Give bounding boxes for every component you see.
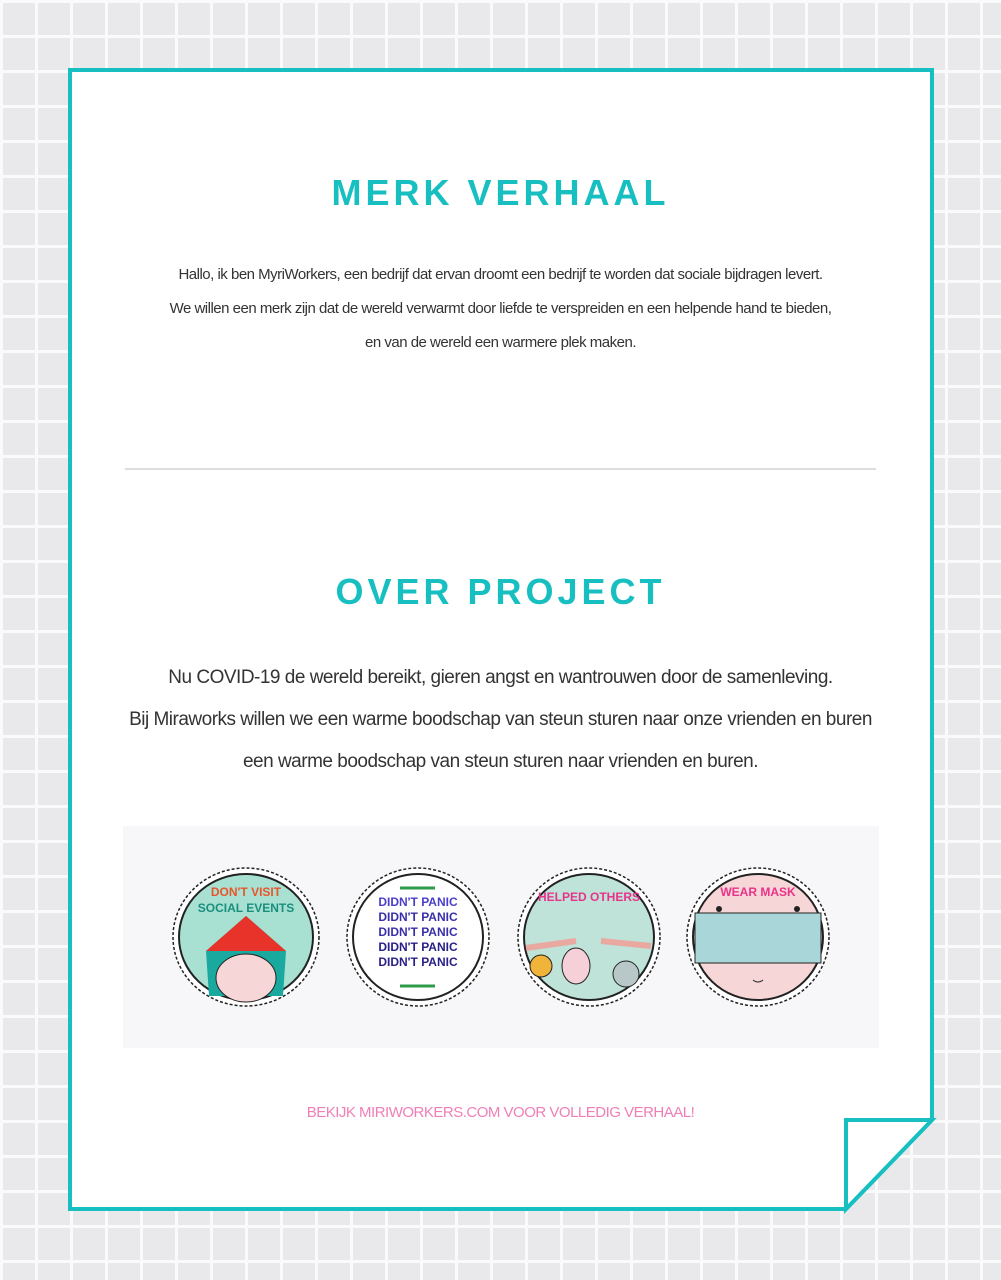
- text-line: Hallo, ik ben MyriWorkers, een bedrijf dat ervan droomt een bedrijf te worden dat sociale bijdragen levert.: [178, 266, 823, 283]
- text-line: een warme boodschap van steun sturen naar vrienden en buren.: [242, 751, 759, 772]
- sticker-text: SOCIAL EVENTS: [197, 901, 295, 915]
- sticker-text: DIDN'T PANIC: [378, 910, 458, 924]
- text-line: en van de wereld een warmere plek maken.: [365, 334, 636, 351]
- folded-corner: [846, 1120, 932, 1209]
- brand-story-text: [0, 258, 1001, 360]
- text-line: Nu COVID-19 de wereld bereikt, gieren angst en wantrouwen door de samenleving.: [168, 667, 833, 688]
- sticker-text: DIDN'T PANIC: [378, 955, 458, 969]
- website-link[interactable]: BEKIJK MIRIWORKERS.COM VOOR VOLLEDIG VERHAAL!: [306, 1104, 695, 1121]
- sticker-text: DON'T VISIT: [210, 885, 282, 899]
- sticker-text: WEAR MASK: [720, 885, 796, 899]
- section-title-merk-verhaal: MERK VERHAAL: [331, 172, 670, 213]
- sticker-text: HELPED OTHERS: [537, 890, 641, 904]
- section-title-over-project: OVER PROJECT: [335, 571, 666, 612]
- text-line: Bij Miraworks willen we een warme boodschap van steun sturen naar onze vrienden en buren: [129, 709, 872, 730]
- sticker-strip: [123, 826, 879, 1048]
- sticker-helped-others: [516, 866, 662, 1008]
- sticker-wear-mask: [685, 866, 831, 1008]
- project-text: [0, 657, 1001, 783]
- sticker-dont-visit: [171, 866, 321, 1008]
- sticker-text: DIDN'T PANIC: [378, 895, 458, 909]
- text-line: We willen een merk zijn dat de wereld verwarmt door liefde te verspreiden en een helpende hand te bieden,: [169, 300, 832, 317]
- divider: [125, 468, 876, 470]
- sticker-text: DIDN'T PANIC: [378, 940, 458, 954]
- sticker-text: DIDN'T PANIC: [378, 925, 458, 939]
- sticker-didnt-panic: [345, 866, 491, 1008]
